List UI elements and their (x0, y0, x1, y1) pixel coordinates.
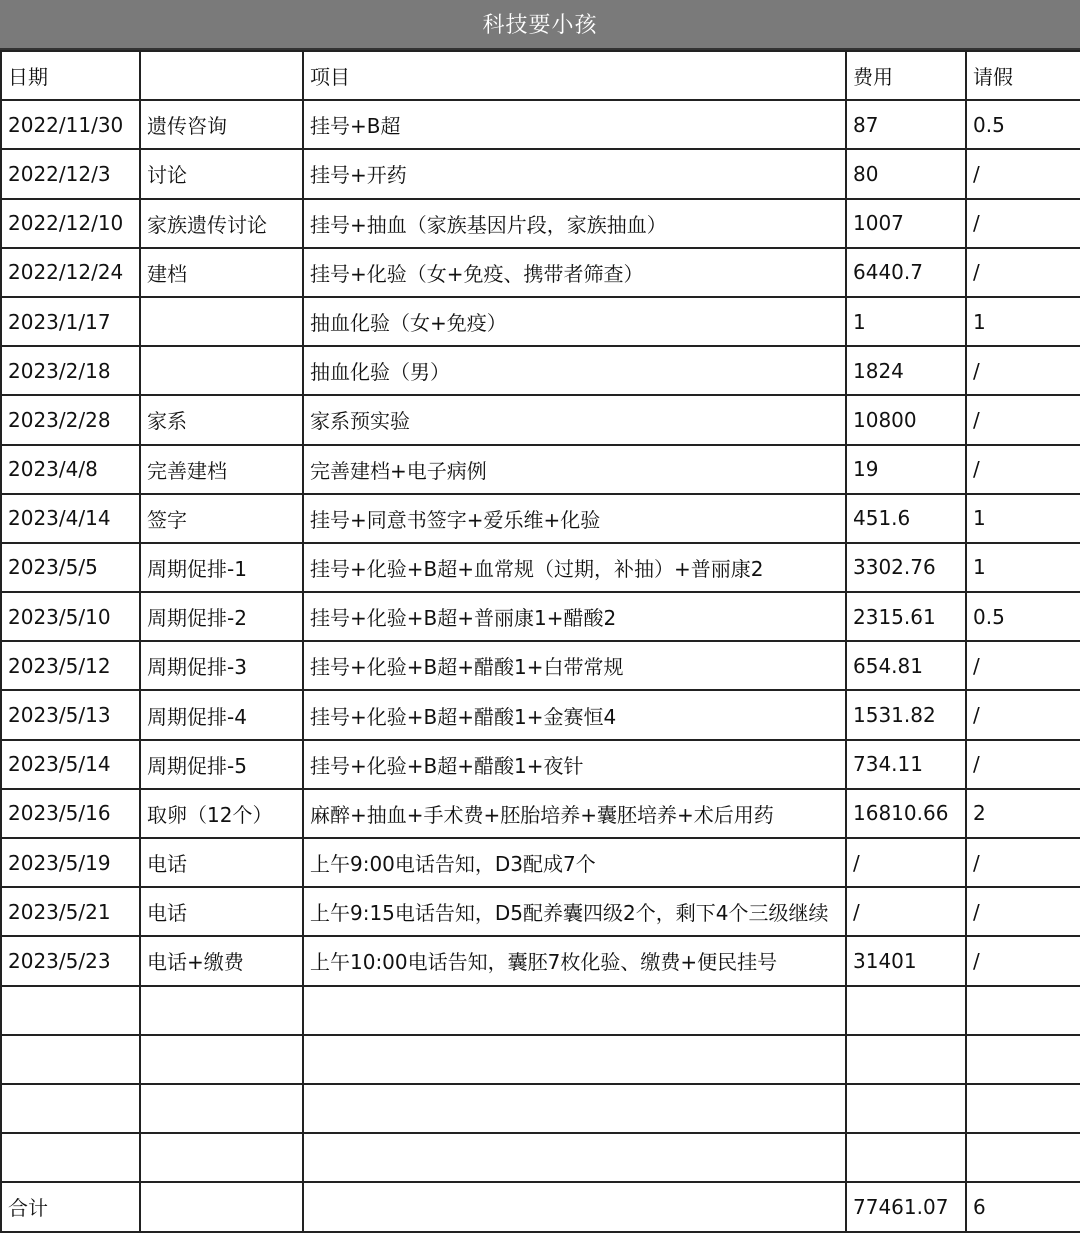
item-cell (303, 1084, 846, 1133)
category-cell: 家族遗传讨论 (140, 199, 303, 248)
item-cell: 挂号+化验+B超+醋酸1+白带常规 (303, 641, 846, 690)
category-cell: 周期促排-4 (140, 690, 303, 739)
header-cell-cost: 费用 (846, 51, 966, 100)
table-row (1, 740, 1080, 789)
leave-cell: / (966, 395, 1080, 444)
item-cell: 抽血化验（女+免疫） (303, 297, 846, 346)
table-row (1, 690, 1080, 739)
item-cell: 挂号+抽血（家族基因片段，家族抽血） (303, 199, 846, 248)
leave-cell: / (966, 346, 1080, 395)
cost-cell: 1824 (846, 346, 966, 395)
cost-cell: 734.11 (846, 740, 966, 789)
table-row (1, 936, 1080, 985)
cost-cell: 31401 (846, 936, 966, 985)
table-row (1, 199, 1080, 248)
table-row (1, 543, 1080, 592)
category-cell: 讨论 (140, 149, 303, 198)
date-cell: 2022/12/24 (1, 248, 140, 297)
item-cell: 上午9:15电话告知，D5配养囊四级2个，剩下4个三级继续 (303, 887, 846, 936)
total-blank-cell (140, 1182, 303, 1231)
table-row (1, 641, 1080, 690)
table-row (1, 248, 1080, 297)
date-cell: 2023/5/16 (1, 789, 140, 838)
date-cell: 2023/5/12 (1, 641, 140, 690)
date-cell: 2022/11/30 (1, 100, 140, 149)
date-cell: 2023/5/13 (1, 690, 140, 739)
leave-cell: / (966, 445, 1080, 494)
category-cell (140, 297, 303, 346)
category-cell: 周期促排-3 (140, 641, 303, 690)
header-cell-item: 项目 (303, 51, 846, 100)
date-cell (1, 1035, 140, 1084)
category-cell: 电话+缴费 (140, 936, 303, 985)
header-cell-leave: 请假 (966, 51, 1080, 100)
table-row (1, 445, 1080, 494)
item-cell: 挂号+化验（女+免疫、携带者筛查） (303, 248, 846, 297)
table-row (1, 297, 1080, 346)
leave-cell: / (966, 641, 1080, 690)
cost-cell: 1531.82 (846, 690, 966, 739)
table-row (1, 592, 1080, 641)
leave-cell: / (966, 887, 1080, 936)
item-cell (303, 986, 846, 1035)
table-row (1, 100, 1080, 149)
total-cost-cell: 77461.07 (846, 1182, 966, 1231)
cost-cell (846, 1084, 966, 1133)
item-cell: 挂号+化验+B超+醋酸1+金赛恒4 (303, 690, 846, 739)
category-cell: 家系 (140, 395, 303, 444)
date-cell: 2023/5/5 (1, 543, 140, 592)
cost-cell: 80 (846, 149, 966, 198)
table-row (1, 346, 1080, 395)
leave-cell: / (966, 199, 1080, 248)
category-cell: 电话 (140, 887, 303, 936)
leave-cell: 0.5 (966, 100, 1080, 149)
item-cell: 挂号+同意书签字+爱乐维+化验 (303, 494, 846, 543)
leave-cell: 1 (966, 297, 1080, 346)
date-cell (1, 1084, 140, 1133)
leave-cell (966, 1084, 1080, 1133)
table-row (1, 494, 1080, 543)
date-cell: 2023/4/14 (1, 494, 140, 543)
table-row (1, 838, 1080, 887)
category-cell (140, 1084, 303, 1133)
cost-cell: 451.6 (846, 494, 966, 543)
leave-cell: / (966, 149, 1080, 198)
date-cell (1, 1133, 140, 1182)
date-cell: 2022/12/10 (1, 199, 140, 248)
cost-cell: 19 (846, 445, 966, 494)
table-row (1, 149, 1080, 198)
table-row (1, 1084, 1080, 1133)
leave-cell: / (966, 248, 1080, 297)
leave-cell: / (966, 936, 1080, 985)
leave-cell: / (966, 690, 1080, 739)
header-cell-date: 日期 (1, 51, 140, 100)
cost-cell: 1 (846, 297, 966, 346)
cost-cell (846, 1035, 966, 1084)
category-cell: 遗传咨询 (140, 100, 303, 149)
date-cell: 2023/2/28 (1, 395, 140, 444)
category-cell (140, 1133, 303, 1182)
date-cell: 2023/5/19 (1, 838, 140, 887)
date-cell: 2023/5/21 (1, 887, 140, 936)
category-cell: 完善建档 (140, 445, 303, 494)
date-cell: 2023/2/18 (1, 346, 140, 395)
date-cell: 2023/4/8 (1, 445, 140, 494)
cost-cell (846, 1133, 966, 1182)
table-row (1, 1133, 1080, 1182)
date-cell (1, 986, 140, 1035)
date-cell: 2023/5/14 (1, 740, 140, 789)
item-cell: 挂号+开药 (303, 149, 846, 198)
leave-cell (966, 1035, 1080, 1084)
category-cell: 取卵（12个） (140, 789, 303, 838)
leave-cell: 1 (966, 543, 1080, 592)
item-cell: 麻醉+抽血+手术费+胚胎培养+囊胚培养+术后用药 (303, 789, 846, 838)
category-cell (140, 986, 303, 1035)
cost-cell: 3302.76 (846, 543, 966, 592)
item-cell (303, 1133, 846, 1182)
header-cell-category (140, 51, 303, 100)
total-row (1, 1182, 1080, 1231)
sheet-title: 科技要小孩 (0, 0, 1080, 50)
cost-cell: 10800 (846, 395, 966, 444)
leave-cell (966, 1133, 1080, 1182)
cost-cell: 87 (846, 100, 966, 149)
category-cell: 周期促排-5 (140, 740, 303, 789)
cost-cell (846, 986, 966, 1035)
cost-cell: 2315.61 (846, 592, 966, 641)
total-leave-cell: 6 (966, 1182, 1080, 1231)
item-cell: 完善建档+电子病例 (303, 445, 846, 494)
leave-cell: / (966, 838, 1080, 887)
cost-cell: / (846, 838, 966, 887)
date-cell: 2023/1/17 (1, 297, 140, 346)
item-cell: 家系预实验 (303, 395, 846, 444)
item-cell: 挂号+B超 (303, 100, 846, 149)
total-blank-cell (303, 1182, 846, 1231)
table-row (1, 1035, 1080, 1084)
item-cell: 上午9:00电话告知，D3配成7个 (303, 838, 846, 887)
item-cell: 上午10:00电话告知，囊胚7枚化验、缴费+便民挂号 (303, 936, 846, 985)
cost-cell: 654.81 (846, 641, 966, 690)
cost-cell: 16810.66 (846, 789, 966, 838)
item-cell: 挂号+化验+B超+普丽康1+醋酸2 (303, 592, 846, 641)
category-cell: 周期促排-2 (140, 592, 303, 641)
date-cell: 2023/5/10 (1, 592, 140, 641)
cost-cell: / (846, 887, 966, 936)
leave-cell: 0.5 (966, 592, 1080, 641)
item-cell: 挂号+化验+B超+血常规（过期，补抽）+普丽康2 (303, 543, 846, 592)
leave-cell: 1 (966, 494, 1080, 543)
leave-cell: / (966, 740, 1080, 789)
leave-cell (966, 986, 1080, 1035)
table-row (1, 986, 1080, 1035)
table-row (1, 887, 1080, 936)
category-cell: 建档 (140, 248, 303, 297)
expense-table (0, 50, 1080, 1233)
date-cell: 2022/12/3 (1, 149, 140, 198)
leave-cell: 2 (966, 789, 1080, 838)
category-cell (140, 346, 303, 395)
cost-cell: 1007 (846, 199, 966, 248)
total-label-cell: 合计 (1, 1182, 140, 1231)
date-cell: 2023/5/23 (1, 936, 140, 985)
item-cell: 挂号+化验+B超+醋酸1+夜针 (303, 740, 846, 789)
table-row (1, 395, 1080, 444)
item-cell (303, 1035, 846, 1084)
category-cell: 电话 (140, 838, 303, 887)
category-cell (140, 1035, 303, 1084)
table-row (1, 789, 1080, 838)
cost-cell: 6440.7 (846, 248, 966, 297)
category-cell: 签字 (140, 494, 303, 543)
item-cell: 抽血化验（男） (303, 346, 846, 395)
category-cell: 周期促排-1 (140, 543, 303, 592)
header-row (1, 51, 1080, 100)
table-body (1, 51, 1080, 1232)
